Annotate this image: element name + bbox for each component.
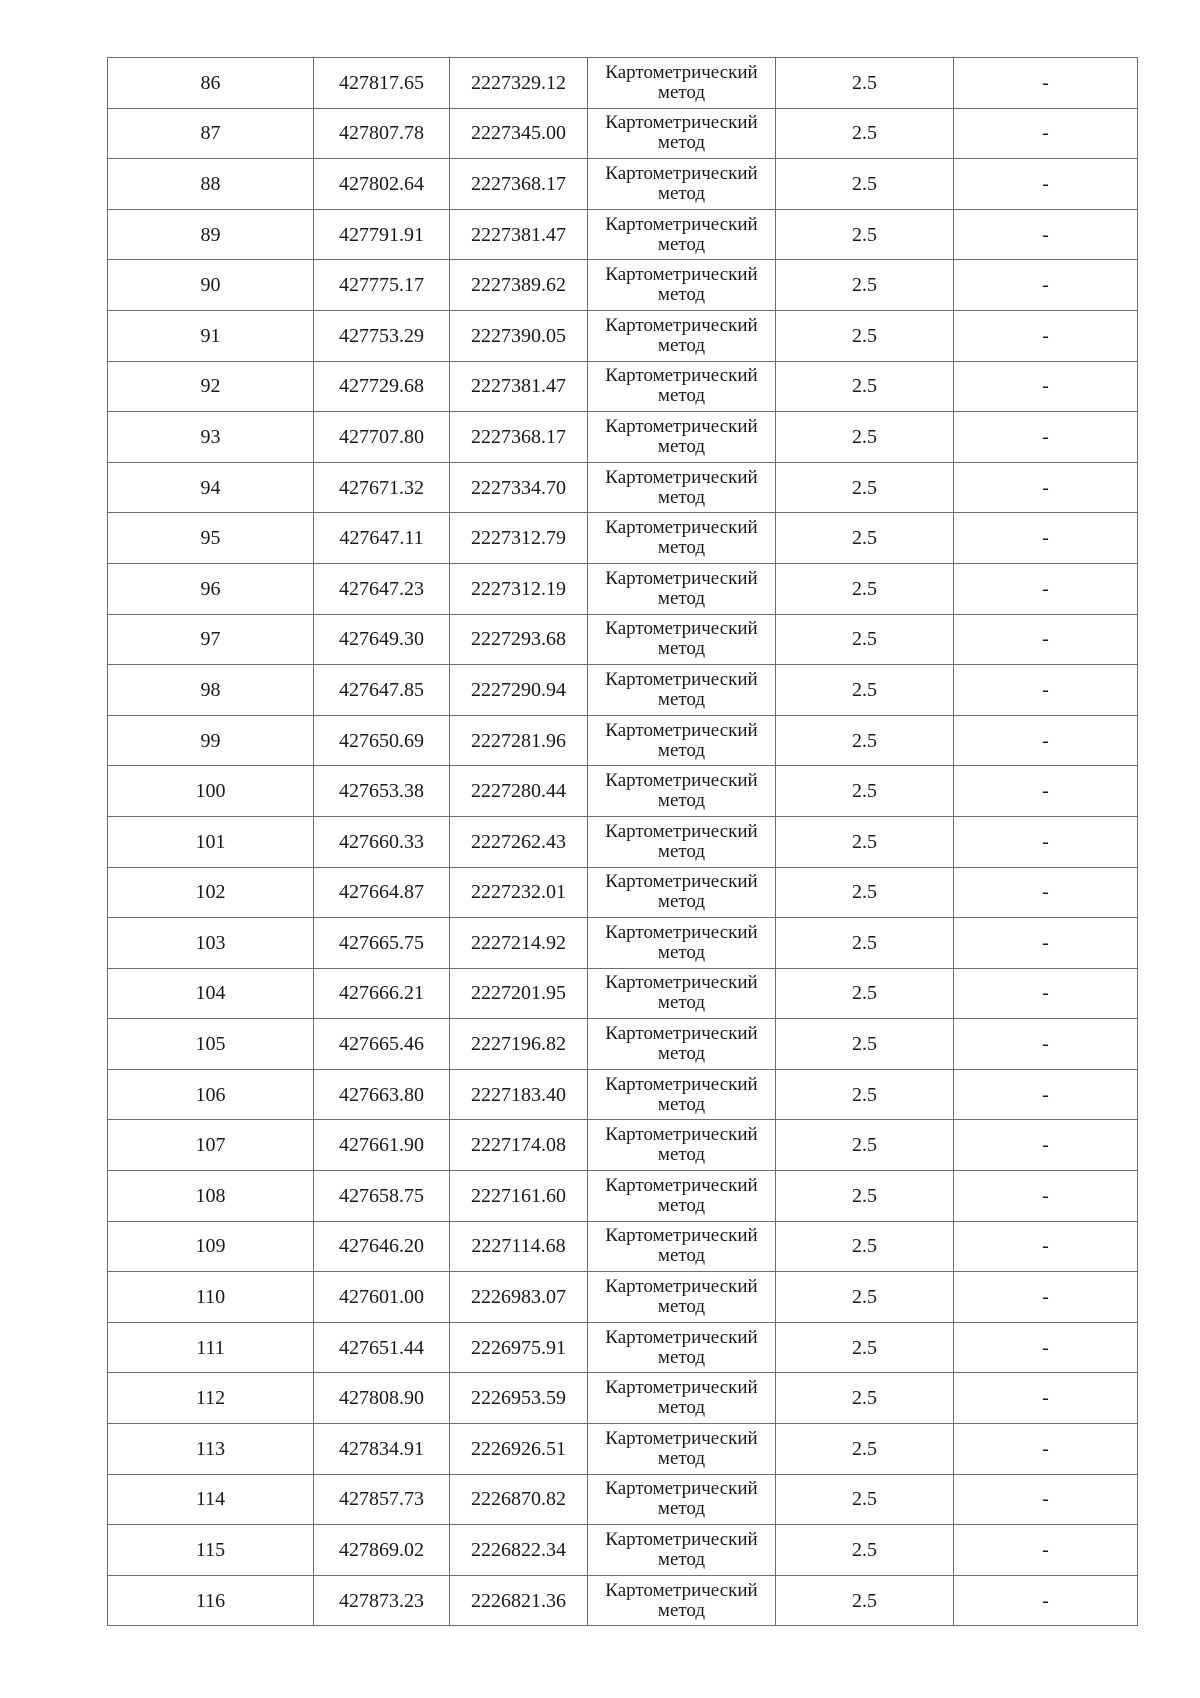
- table-row: [108, 766, 1138, 817]
- coordinate-x-cell: 427649.30: [314, 614, 450, 665]
- point-number-cell: 89: [108, 209, 314, 260]
- method-text-line-1: Картометрический: [605, 1073, 758, 1095]
- coordinate-x-cell: 427869.02: [314, 1525, 450, 1576]
- method-text-line-2: метод: [657, 334, 706, 356]
- note-cell: -: [954, 918, 1138, 969]
- coordinate-x-cell: 427647.85: [314, 665, 450, 716]
- coordinate-y-cell: 2227329.12: [450, 58, 588, 109]
- method-text-line-1: Картометрический: [605, 1276, 758, 1298]
- accuracy-cell: 2.5: [776, 1221, 954, 1272]
- method-cell: [588, 1069, 776, 1120]
- note-cell: -: [954, 1424, 1138, 1475]
- coordinate-y-cell: 2227183.40: [450, 1069, 588, 1120]
- coordinate-y-cell: 2226822.34: [450, 1525, 588, 1576]
- coordinate-y-cell: 2227161.60: [450, 1171, 588, 1222]
- method-text-line-1: Картометрический: [605, 1174, 758, 1196]
- method-cell: [588, 1019, 776, 1070]
- point-number-cell: 109: [108, 1221, 314, 1272]
- method-text-line-1: Картометрический: [605, 567, 758, 589]
- method-text-line-2: метод: [657, 1194, 706, 1216]
- point-number-cell: 101: [108, 816, 314, 867]
- coordinate-y-cell: 2226821.36: [450, 1575, 588, 1626]
- method-text-line-1: Картометрический: [605, 1225, 758, 1247]
- coordinate-x-cell: 427791.91: [314, 209, 450, 260]
- table-row: [108, 816, 1138, 867]
- method-text-line-1: Картометрический: [605, 871, 758, 893]
- coordinate-y-cell: 2227290.94: [450, 665, 588, 716]
- accuracy-cell: 2.5: [776, 563, 954, 614]
- method-text-line-2: метод: [657, 233, 706, 255]
- method-text-line-2: метод: [657, 81, 706, 103]
- coordinate-y-cell: 2227293.68: [450, 614, 588, 665]
- accuracy-cell: 2.5: [776, 715, 954, 766]
- method-cell: [588, 260, 776, 311]
- coordinate-x-cell: 427753.29: [314, 310, 450, 361]
- point-number-cell: 105: [108, 1019, 314, 1070]
- note-cell: -: [954, 1575, 1138, 1626]
- method-text-line-2: метод: [657, 891, 706, 913]
- note-cell: -: [954, 1373, 1138, 1424]
- method-text-line-2: метод: [657, 1599, 706, 1621]
- method-text-line-2: метод: [657, 1043, 706, 1065]
- method-text-line-2: метод: [657, 1549, 706, 1571]
- coordinate-y-cell: 2226953.59: [450, 1373, 588, 1424]
- coordinate-y-cell: 2227390.05: [450, 310, 588, 361]
- table-row: [108, 513, 1138, 564]
- coordinate-y-cell: 2227312.79: [450, 513, 588, 564]
- coordinate-x-cell: 427665.46: [314, 1019, 450, 1070]
- table-row: [108, 1322, 1138, 1373]
- coordinate-y-cell: 2226975.91: [450, 1322, 588, 1373]
- method-text-line-2: метод: [657, 537, 706, 559]
- method-cell: [588, 1171, 776, 1222]
- method-cell: [588, 462, 776, 513]
- method-text-line-1: Картометрический: [605, 517, 758, 539]
- method-cell: [588, 918, 776, 969]
- method-text-line-2: метод: [657, 435, 706, 457]
- method-cell: [588, 816, 776, 867]
- method-cell: [588, 867, 776, 918]
- coordinate-y-cell: 2227280.44: [450, 766, 588, 817]
- accuracy-cell: 2.5: [776, 1019, 954, 1070]
- point-number-cell: 108: [108, 1171, 314, 1222]
- accuracy-cell: 2.5: [776, 816, 954, 867]
- note-cell: -: [954, 1525, 1138, 1576]
- method-text-line-2: метод: [657, 385, 706, 407]
- accuracy-cell: 2.5: [776, 665, 954, 716]
- accuracy-cell: 2.5: [776, 159, 954, 210]
- table-row: [108, 108, 1138, 159]
- accuracy-cell: 2.5: [776, 1575, 954, 1626]
- point-number-cell: 106: [108, 1069, 314, 1120]
- point-number-cell: 107: [108, 1120, 314, 1171]
- table-row: [108, 1474, 1138, 1525]
- method-cell: [588, 766, 776, 817]
- method-cell: [588, 1322, 776, 1373]
- method-cell: [588, 1575, 776, 1626]
- table-row: [108, 665, 1138, 716]
- method-text-line-2: метод: [657, 132, 706, 154]
- method-cell: [588, 968, 776, 1019]
- coordinate-x-cell: 427808.90: [314, 1373, 450, 1424]
- note-cell: -: [954, 1272, 1138, 1323]
- point-number-cell: 114: [108, 1474, 314, 1525]
- method-cell: [588, 1272, 776, 1323]
- note-cell: -: [954, 108, 1138, 159]
- coordinate-y-cell: 2227389.62: [450, 260, 588, 311]
- coordinate-x-cell: 427775.17: [314, 260, 450, 311]
- method-text-line-2: метод: [657, 1296, 706, 1318]
- note-cell: -: [954, 614, 1138, 665]
- point-number-cell: 92: [108, 361, 314, 412]
- table-row: [108, 310, 1138, 361]
- point-number-cell: 99: [108, 715, 314, 766]
- point-number-cell: 110: [108, 1272, 314, 1323]
- table-row: [108, 1424, 1138, 1475]
- note-cell: -: [954, 209, 1138, 260]
- coordinate-x-cell: 427660.33: [314, 816, 450, 867]
- accuracy-cell: 2.5: [776, 1069, 954, 1120]
- method-text-line-2: метод: [657, 739, 706, 761]
- table-row: [108, 918, 1138, 969]
- accuracy-cell: 2.5: [776, 108, 954, 159]
- coordinate-x-cell: 427601.00: [314, 1272, 450, 1323]
- coordinate-x-cell: 427729.68: [314, 361, 450, 412]
- method-text-line-1: Картометрический: [605, 719, 758, 741]
- note-cell: -: [954, 766, 1138, 817]
- table-row: [108, 1272, 1138, 1323]
- table-row: [108, 1221, 1138, 1272]
- note-cell: -: [954, 816, 1138, 867]
- point-number-cell: 91: [108, 310, 314, 361]
- note-cell: -: [954, 867, 1138, 918]
- coordinate-y-cell: 2227368.17: [450, 159, 588, 210]
- coordinate-x-cell: 427647.11: [314, 513, 450, 564]
- method-text-line-1: Картометрический: [605, 213, 758, 235]
- method-text-line-1: Картометрический: [605, 1377, 758, 1399]
- point-number-cell: 111: [108, 1322, 314, 1373]
- table-row: [108, 1120, 1138, 1171]
- method-cell: [588, 58, 776, 109]
- table-row: [108, 1069, 1138, 1120]
- table-row: [108, 361, 1138, 412]
- coordinate-x-cell: 427807.78: [314, 108, 450, 159]
- coordinate-x-cell: 427671.32: [314, 462, 450, 513]
- coordinate-x-cell: 427658.75: [314, 1171, 450, 1222]
- coordinate-y-cell: 2227196.82: [450, 1019, 588, 1070]
- coordinate-y-cell: 2227114.68: [450, 1221, 588, 1272]
- method-cell: [588, 563, 776, 614]
- method-text-line-1: Картометрический: [605, 466, 758, 488]
- accuracy-cell: 2.5: [776, 310, 954, 361]
- coordinate-x-cell: 427707.80: [314, 412, 450, 463]
- table-row: [108, 159, 1138, 210]
- method-text-line-1: Картометрический: [605, 112, 758, 134]
- method-text-line-2: метод: [657, 1144, 706, 1166]
- accuracy-cell: 2.5: [776, 1171, 954, 1222]
- table-row: [108, 715, 1138, 766]
- coordinate-x-cell: 427647.23: [314, 563, 450, 614]
- method-text-line-2: метод: [657, 587, 706, 609]
- point-number-cell: 88: [108, 159, 314, 210]
- coordinate-y-cell: 2227381.47: [450, 209, 588, 260]
- method-text-line-1: Картометрический: [605, 415, 758, 437]
- table-row: [108, 1373, 1138, 1424]
- coordinate-y-cell: 2227214.92: [450, 918, 588, 969]
- method-cell: [588, 614, 776, 665]
- method-text-line-1: Картометрический: [605, 264, 758, 286]
- method-text-line-1: Картометрический: [605, 1529, 758, 1551]
- accuracy-cell: 2.5: [776, 513, 954, 564]
- coordinate-x-cell: 427653.38: [314, 766, 450, 817]
- method-text-line-1: Картометрический: [605, 770, 758, 792]
- coordinate-x-cell: 427651.44: [314, 1322, 450, 1373]
- method-text-line-2: метод: [657, 790, 706, 812]
- method-text-line-2: метод: [657, 638, 706, 660]
- method-text-line-1: Картометрический: [605, 972, 758, 994]
- point-number-cell: 98: [108, 665, 314, 716]
- method-text-line-1: Картометрический: [605, 1579, 758, 1601]
- coordinate-x-cell: 427857.73: [314, 1474, 450, 1525]
- method-cell: [588, 1474, 776, 1525]
- accuracy-cell: 2.5: [776, 766, 954, 817]
- point-number-cell: 95: [108, 513, 314, 564]
- method-text-line-1: Картометрический: [605, 921, 758, 943]
- coordinate-y-cell: 2227201.95: [450, 968, 588, 1019]
- point-number-cell: 90: [108, 260, 314, 311]
- table-row: [108, 209, 1138, 260]
- note-cell: -: [954, 1019, 1138, 1070]
- coordinate-y-cell: 2227174.08: [450, 1120, 588, 1171]
- note-cell: -: [954, 1322, 1138, 1373]
- point-number-cell: 97: [108, 614, 314, 665]
- coordinate-x-cell: 427646.20: [314, 1221, 450, 1272]
- coordinate-y-cell: 2227312.19: [450, 563, 588, 614]
- table-row: [108, 867, 1138, 918]
- coordinate-y-cell: 2226926.51: [450, 1424, 588, 1475]
- point-number-cell: 93: [108, 412, 314, 463]
- point-number-cell: 102: [108, 867, 314, 918]
- method-cell: [588, 159, 776, 210]
- coordinates-table-body: [108, 58, 1138, 1626]
- coordinate-x-cell: 427817.65: [314, 58, 450, 109]
- point-number-cell: 113: [108, 1424, 314, 1475]
- point-number-cell: 115: [108, 1525, 314, 1576]
- method-cell: [588, 412, 776, 463]
- point-number-cell: 100: [108, 766, 314, 817]
- method-cell: [588, 361, 776, 412]
- coordinate-y-cell: 2226983.07: [450, 1272, 588, 1323]
- note-cell: -: [954, 1171, 1138, 1222]
- method-text-line-1: Картометрический: [605, 1326, 758, 1348]
- coordinate-x-cell: 427664.87: [314, 867, 450, 918]
- method-text-line-2: метод: [657, 1447, 706, 1469]
- note-cell: -: [954, 1474, 1138, 1525]
- point-number-cell: 112: [108, 1373, 314, 1424]
- coordinate-y-cell: 2227281.96: [450, 715, 588, 766]
- accuracy-cell: 2.5: [776, 209, 954, 260]
- note-cell: -: [954, 310, 1138, 361]
- table-row: [108, 614, 1138, 665]
- coordinate-x-cell: 427661.90: [314, 1120, 450, 1171]
- point-number-cell: 87: [108, 108, 314, 159]
- coordinate-x-cell: 427834.91: [314, 1424, 450, 1475]
- method-text-line-2: метод: [657, 284, 706, 306]
- method-cell: [588, 310, 776, 361]
- table-row: [108, 412, 1138, 463]
- accuracy-cell: 2.5: [776, 1525, 954, 1576]
- point-number-cell: 94: [108, 462, 314, 513]
- method-text-line-2: метод: [657, 992, 706, 1014]
- note-cell: -: [954, 260, 1138, 311]
- coordinate-x-cell: 427663.80: [314, 1069, 450, 1120]
- accuracy-cell: 2.5: [776, 1272, 954, 1323]
- coordinate-x-cell: 427666.21: [314, 968, 450, 1019]
- method-text-line-1: Картометрический: [605, 1478, 758, 1500]
- accuracy-cell: 2.5: [776, 1120, 954, 1171]
- coordinate-y-cell: 2227381.47: [450, 361, 588, 412]
- note-cell: -: [954, 1120, 1138, 1171]
- accuracy-cell: 2.5: [776, 614, 954, 665]
- point-number-cell: 96: [108, 563, 314, 614]
- method-text-line-2: метод: [657, 1397, 706, 1419]
- point-number-cell: 103: [108, 918, 314, 969]
- note-cell: -: [954, 361, 1138, 412]
- coordinate-x-cell: 427802.64: [314, 159, 450, 210]
- method-cell: [588, 1373, 776, 1424]
- point-number-cell: 86: [108, 58, 314, 109]
- method-text-line-1: Картометрический: [605, 1124, 758, 1146]
- coordinate-y-cell: 2227232.01: [450, 867, 588, 918]
- method-text-line-1: Картометрический: [605, 1023, 758, 1045]
- accuracy-cell: 2.5: [776, 1474, 954, 1525]
- coordinate-x-cell: 427665.75: [314, 918, 450, 969]
- table-row: [108, 563, 1138, 614]
- table-row: [108, 1525, 1138, 1576]
- coordinate-y-cell: 2227345.00: [450, 108, 588, 159]
- method-cell: [588, 1424, 776, 1475]
- table-row: [108, 968, 1138, 1019]
- accuracy-cell: 2.5: [776, 1424, 954, 1475]
- method-cell: [588, 513, 776, 564]
- method-text-line-1: Картометрический: [605, 61, 758, 83]
- accuracy-cell: 2.5: [776, 58, 954, 109]
- table-row: [108, 462, 1138, 513]
- point-number-cell: 116: [108, 1575, 314, 1626]
- coordinate-x-cell: 427650.69: [314, 715, 450, 766]
- accuracy-cell: 2.5: [776, 260, 954, 311]
- note-cell: -: [954, 665, 1138, 716]
- note-cell: -: [954, 1069, 1138, 1120]
- method-text-line-1: Картометрический: [605, 820, 758, 842]
- method-cell: [588, 715, 776, 766]
- accuracy-cell: 2.5: [776, 462, 954, 513]
- note-cell: -: [954, 715, 1138, 766]
- coordinate-x-cell: 427873.23: [314, 1575, 450, 1626]
- note-cell: -: [954, 462, 1138, 513]
- accuracy-cell: 2.5: [776, 867, 954, 918]
- method-text-line-2: метод: [657, 840, 706, 862]
- method-text-line-2: метод: [657, 1346, 706, 1368]
- method-cell: [588, 209, 776, 260]
- method-text-line-2: метод: [657, 1093, 706, 1115]
- table-row: [108, 1171, 1138, 1222]
- accuracy-cell: 2.5: [776, 918, 954, 969]
- accuracy-cell: 2.5: [776, 1322, 954, 1373]
- accuracy-cell: 2.5: [776, 361, 954, 412]
- method-text-line-1: Картометрический: [605, 668, 758, 690]
- table-row: [108, 1019, 1138, 1070]
- method-text-line-1: Картометрический: [605, 162, 758, 184]
- accuracy-cell: 2.5: [776, 1373, 954, 1424]
- coordinate-y-cell: 2227334.70: [450, 462, 588, 513]
- coordinate-y-cell: 2227262.43: [450, 816, 588, 867]
- method-text-line-1: Картометрический: [605, 314, 758, 336]
- table-row: [108, 1575, 1138, 1626]
- coordinate-y-cell: 2227368.17: [450, 412, 588, 463]
- coordinate-y-cell: 2226870.82: [450, 1474, 588, 1525]
- note-cell: -: [954, 513, 1138, 564]
- point-number-cell: 104: [108, 968, 314, 1019]
- method-cell: [588, 108, 776, 159]
- method-text-line-1: Картометрический: [605, 1427, 758, 1449]
- method-text-line-2: метод: [657, 486, 706, 508]
- note-cell: -: [954, 58, 1138, 109]
- method-text-line-2: метод: [657, 1245, 706, 1267]
- method-text-line-2: метод: [657, 1498, 706, 1520]
- note-cell: -: [954, 412, 1138, 463]
- method-cell: [588, 1525, 776, 1576]
- method-cell: [588, 1120, 776, 1171]
- table-row: [108, 58, 1138, 109]
- accuracy-cell: 2.5: [776, 968, 954, 1019]
- table-row: [108, 260, 1138, 311]
- note-cell: -: [954, 968, 1138, 1019]
- method-cell: [588, 1221, 776, 1272]
- method-text-line-1: Картометрический: [605, 365, 758, 387]
- method-text-line-2: метод: [657, 182, 706, 204]
- note-cell: -: [954, 159, 1138, 210]
- accuracy-cell: 2.5: [776, 412, 954, 463]
- method-text-line-2: метод: [657, 688, 706, 710]
- coordinates-table: [107, 57, 1138, 1626]
- method-text-line-1: Картометрический: [605, 618, 758, 640]
- method-text-line-2: метод: [657, 941, 706, 963]
- method-cell: [588, 665, 776, 716]
- note-cell: -: [954, 1221, 1138, 1272]
- note-cell: -: [954, 563, 1138, 614]
